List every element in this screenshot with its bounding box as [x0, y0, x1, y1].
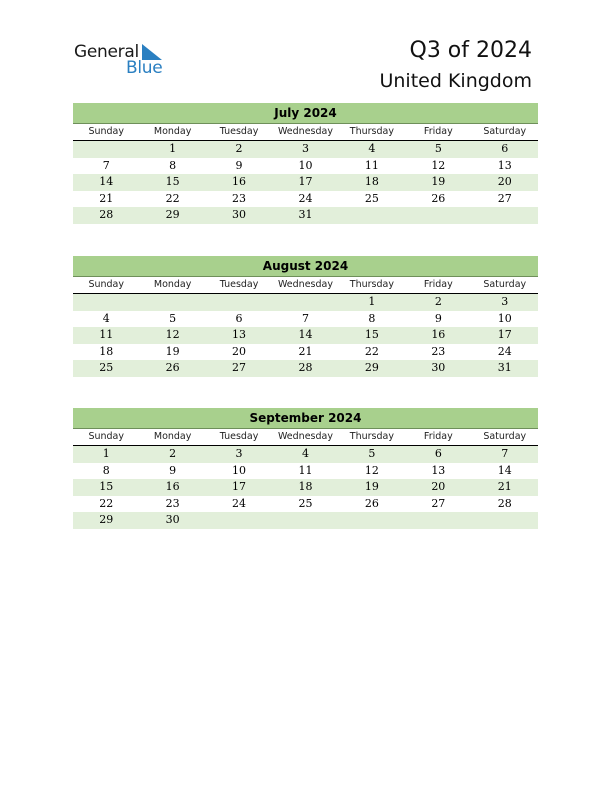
- day-cell: 10: [232, 463, 247, 477]
- day-cell: 4: [301, 447, 309, 460]
- day-cell: 16: [165, 480, 180, 493]
- day-cell: 26: [165, 361, 180, 374]
- weekday-label: Monday: [153, 431, 192, 442]
- day-cell: 9: [434, 311, 442, 325]
- weekday-label: Thursday: [349, 126, 394, 137]
- month-title: July 2024: [73, 103, 538, 124]
- week-row: [73, 141, 538, 158]
- day-cell: 10: [497, 311, 512, 325]
- day-cell: 31: [298, 208, 313, 221]
- week-row: [73, 311, 538, 328]
- day-cell: 7: [301, 311, 309, 325]
- weekday-label: Wednesday: [277, 126, 333, 137]
- day-cell: 27: [431, 496, 446, 510]
- day-cell: 25: [99, 361, 114, 374]
- weekday-label: Wednesday: [277, 431, 333, 442]
- day-cell: 11: [298, 463, 313, 477]
- week-row: [73, 344, 538, 361]
- day-cell: [139, 294, 205, 311]
- week-row: [73, 327, 538, 344]
- page-title: Q3 of 2024: [409, 38, 532, 63]
- day-cell: 13: [431, 463, 446, 477]
- week-row: [73, 174, 538, 191]
- day-cell: 2: [434, 295, 442, 308]
- week-row: [73, 191, 538, 208]
- day-cell: 22: [364, 344, 379, 358]
- weekday-label: Tuesday: [219, 126, 259, 137]
- day-cell: 3: [301, 142, 309, 155]
- day-cell: 26: [364, 496, 379, 510]
- day-cell: 2: [235, 142, 243, 155]
- day-cell: 30: [431, 361, 446, 374]
- weekday-header-row: [73, 277, 538, 294]
- weekday-label: Sunday: [88, 431, 124, 442]
- day-cell: [472, 207, 538, 224]
- week-row: [73, 360, 538, 377]
- day-cell: 16: [431, 328, 446, 341]
- month-calendar: [73, 408, 538, 529]
- week-row: [73, 512, 538, 529]
- day-cell: 8: [368, 311, 376, 325]
- day-cell: 22: [165, 191, 180, 205]
- day-cell: 9: [235, 158, 243, 172]
- day-cell: [405, 207, 471, 224]
- day-cell: 15: [165, 175, 180, 188]
- day-cell: 11: [99, 328, 114, 341]
- day-cell: [206, 294, 272, 311]
- day-cell: 21: [298, 344, 313, 358]
- day-cell: 17: [298, 175, 313, 188]
- day-cell: 29: [99, 513, 114, 526]
- day-cell: [73, 141, 139, 158]
- day-cell: 4: [102, 311, 110, 325]
- weekday-label: Tuesday: [219, 431, 259, 442]
- day-cell: 1: [169, 142, 177, 155]
- day-cell: 25: [364, 191, 379, 205]
- day-cell: 6: [501, 142, 509, 155]
- day-cell: 24: [232, 496, 247, 510]
- day-cell: 9: [169, 463, 177, 477]
- day-cell: 1: [368, 295, 376, 308]
- day-cell: 7: [102, 158, 110, 172]
- logo: [74, 40, 174, 80]
- day-cell: 15: [364, 328, 379, 341]
- day-cell: 3: [235, 447, 243, 460]
- weekday-label: Thursday: [349, 279, 394, 290]
- day-cell: 8: [102, 463, 110, 477]
- day-cell: 27: [232, 361, 247, 374]
- weekday-label: Wednesday: [277, 279, 333, 290]
- logo-text-general: General: [74, 42, 139, 62]
- day-cell: 3: [501, 295, 509, 308]
- month-calendar: [73, 103, 538, 224]
- day-cell: 23: [232, 191, 247, 205]
- day-cell: 17: [232, 480, 247, 493]
- day-cell: 7: [501, 447, 509, 460]
- day-cell: 14: [298, 328, 313, 341]
- day-cell: 8: [169, 158, 177, 172]
- day-cell: 26: [431, 191, 446, 205]
- weekday-label: Saturday: [483, 279, 527, 290]
- weekday-label: Friday: [423, 126, 453, 137]
- day-cell: 21: [497, 480, 512, 493]
- day-cell: 13: [232, 328, 247, 341]
- week-row: [73, 463, 538, 480]
- day-cell: 15: [99, 480, 114, 493]
- day-cell: 12: [364, 463, 379, 477]
- day-cell: 28: [99, 208, 114, 221]
- weekday-label: Thursday: [349, 431, 394, 442]
- day-cell: [405, 512, 471, 529]
- month-title: September 2024: [73, 408, 538, 429]
- day-cell: [272, 294, 338, 311]
- day-cell: 11: [364, 158, 379, 172]
- day-cell: 5: [368, 447, 376, 460]
- week-row: [73, 207, 538, 224]
- logo-text-blue: Blue: [126, 58, 163, 78]
- week-row: [73, 479, 538, 496]
- weekday-label: Friday: [423, 279, 453, 290]
- day-cell: 24: [298, 191, 313, 205]
- weekday-label: Sunday: [88, 279, 124, 290]
- weekday-label: Tuesday: [219, 279, 259, 290]
- month-calendar: [73, 256, 538, 377]
- day-cell: 20: [232, 344, 247, 358]
- day-cell: 28: [497, 496, 512, 510]
- day-cell: 24: [497, 344, 512, 358]
- day-cell: 18: [364, 175, 379, 188]
- week-row: [73, 496, 538, 513]
- day-cell: 20: [497, 175, 512, 188]
- day-cell: 23: [431, 344, 446, 358]
- weekday-label: Monday: [153, 126, 192, 137]
- day-cell: 30: [232, 208, 247, 221]
- week-row: [73, 446, 538, 463]
- day-cell: [73, 294, 139, 311]
- day-cell: 30: [165, 513, 180, 526]
- day-cell: 13: [497, 158, 512, 172]
- day-cell: 21: [99, 191, 114, 205]
- weekday-label: Saturday: [483, 126, 527, 137]
- month-title: August 2024: [73, 256, 538, 277]
- day-cell: 19: [165, 344, 180, 358]
- day-cell: [272, 512, 338, 529]
- day-cell: 28: [298, 361, 313, 374]
- weekday-header-row: [73, 429, 538, 446]
- day-cell: 1: [102, 447, 110, 460]
- day-cell: 2: [169, 447, 177, 460]
- day-cell: 12: [431, 158, 446, 172]
- weekday-label: Friday: [423, 431, 453, 442]
- day-cell: 5: [434, 142, 442, 155]
- day-cell: 19: [364, 480, 379, 493]
- day-cell: 20: [431, 480, 446, 493]
- day-cell: 14: [497, 463, 512, 477]
- weekday-header-row: [73, 124, 538, 141]
- day-cell: 19: [431, 175, 446, 188]
- day-cell: 31: [497, 361, 512, 374]
- day-cell: 18: [298, 480, 313, 493]
- day-cell: 16: [232, 175, 247, 188]
- day-cell: 4: [368, 142, 376, 155]
- day-cell: 14: [99, 175, 114, 188]
- day-cell: 25: [298, 496, 313, 510]
- day-cell: [339, 512, 405, 529]
- day-cell: 12: [165, 328, 180, 341]
- country-title: United Kingdom: [379, 70, 532, 92]
- day-cell: [339, 207, 405, 224]
- day-cell: 5: [169, 311, 177, 325]
- day-cell: 23: [165, 496, 180, 510]
- weekday-label: Sunday: [88, 126, 124, 137]
- week-row: [73, 294, 538, 311]
- day-cell: 10: [298, 158, 313, 172]
- day-cell: 22: [99, 496, 114, 510]
- day-cell: 29: [165, 208, 180, 221]
- day-cell: 18: [99, 344, 114, 358]
- day-cell: [472, 512, 538, 529]
- day-cell: 17: [497, 328, 512, 341]
- weekday-label: Saturday: [483, 431, 527, 442]
- week-row: [73, 158, 538, 175]
- day-cell: 27: [497, 191, 512, 205]
- day-cell: [206, 512, 272, 529]
- day-cell: 6: [434, 447, 442, 460]
- day-cell: 29: [364, 361, 379, 374]
- day-cell: 6: [235, 311, 243, 325]
- weekday-label: Monday: [153, 279, 192, 290]
